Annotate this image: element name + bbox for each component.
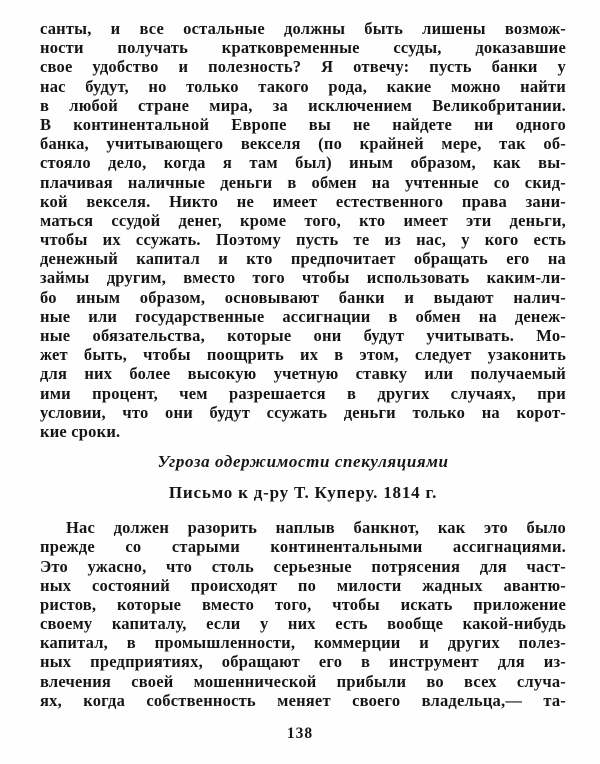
text-line: свое удобство и полезность? Я отвечу: пусть банки у — [40, 57, 566, 77]
text-line: прежде со старыми континентальными ассигнациями. — [40, 537, 566, 557]
text-line: плачивая наличные деньги в обмен на учтенные со скид- — [40, 172, 566, 192]
text-line: займы другим, вместо того чтобы использовать каким-ли- — [40, 268, 566, 288]
text-line: чтобы их ссужать. Поэтому пусть те из нас, у кого есть — [40, 230, 566, 250]
text-line: своему капиталу, если у них есть вообще какой-нибудь — [40, 614, 566, 634]
text-line: ные или государственные ассигнации в обмен на денеж- — [40, 306, 566, 326]
text-line: банка, учитывающего векселя (по крайней мере, так об- — [40, 134, 566, 154]
continuation-paragraph — [40, 19, 566, 441]
text-line: санты, и все остальные должны быть лишены возмож- — [40, 19, 566, 38]
text-line: капитал, в промышленности, коммерции и других полез- — [40, 633, 566, 653]
text-line: стояло дело, когда я там был) иным образом, как вы- — [40, 153, 566, 173]
text-line: влечения своей мошеннической прибыли во всех случа- — [40, 671, 566, 691]
text-column — [40, 19, 566, 710]
text-line: условии, что они будут ссужать деньги только на корот- — [40, 402, 566, 422]
paragraph-justified-lines — [40, 19, 566, 422]
text-line: для них более высокую учетную ставку или получаемый — [40, 364, 566, 384]
paragraph-last-line: кие сроки. — [40, 421, 121, 441]
text-line: В континентальной Европе вы не найдете ни одного — [40, 114, 566, 134]
text-line: ях, когда собственность меняет своего владельца,— та- — [40, 690, 566, 710]
text-line: жет быть, чтобы поощрить их в этом, следует узаконить — [40, 345, 566, 365]
text-line: кой векселя. Никто не имеет естественного права зани- — [40, 191, 566, 211]
section-subheading: Письмо к д-ру Т. Куперу. 1814 г. — [168, 483, 438, 503]
text-line: ные обязательства, которые они будут учитывать. Мо- — [40, 326, 566, 345]
text-line: Это ужасно, что столь серьезные потрясения для част- — [40, 556, 566, 576]
text-line: бо иным образом, основывают банки и выдают налич- — [40, 287, 566, 307]
paragraph-first-line: Нас должен разорить наплыв банкнот, как это было — [66, 518, 566, 538]
text-line: ных предприятиях, обращают его в инструмент для из- — [40, 652, 566, 672]
text-line: ристов, которые вместо того, чтобы искать приложение — [40, 594, 566, 614]
text-line: нас будут, но только такого рода, какие можно найти — [40, 76, 566, 96]
text-line: в любой стране мира, за исключением Великобритании. — [40, 95, 566, 115]
section-heading: Угроза одержимости спекуляциями — [157, 452, 449, 472]
page-number: 138 — [286, 725, 314, 742]
text-line: денежный капитал и кто предпочитает обращать его на — [40, 249, 566, 269]
paragraph-justified-lines — [40, 537, 566, 710]
text-line: ности получать кратковременные ссуды, доказавшие — [40, 38, 566, 58]
letter-paragraph — [40, 518, 566, 710]
text-line: ими процент, чем разрешается в других случаях, при — [40, 383, 566, 403]
text-line: ных состояний происходят по милости жадных авантю- — [40, 575, 566, 595]
text-line: маться ссудой денег, кроме того, кто имеет эти деньги, — [40, 210, 566, 230]
